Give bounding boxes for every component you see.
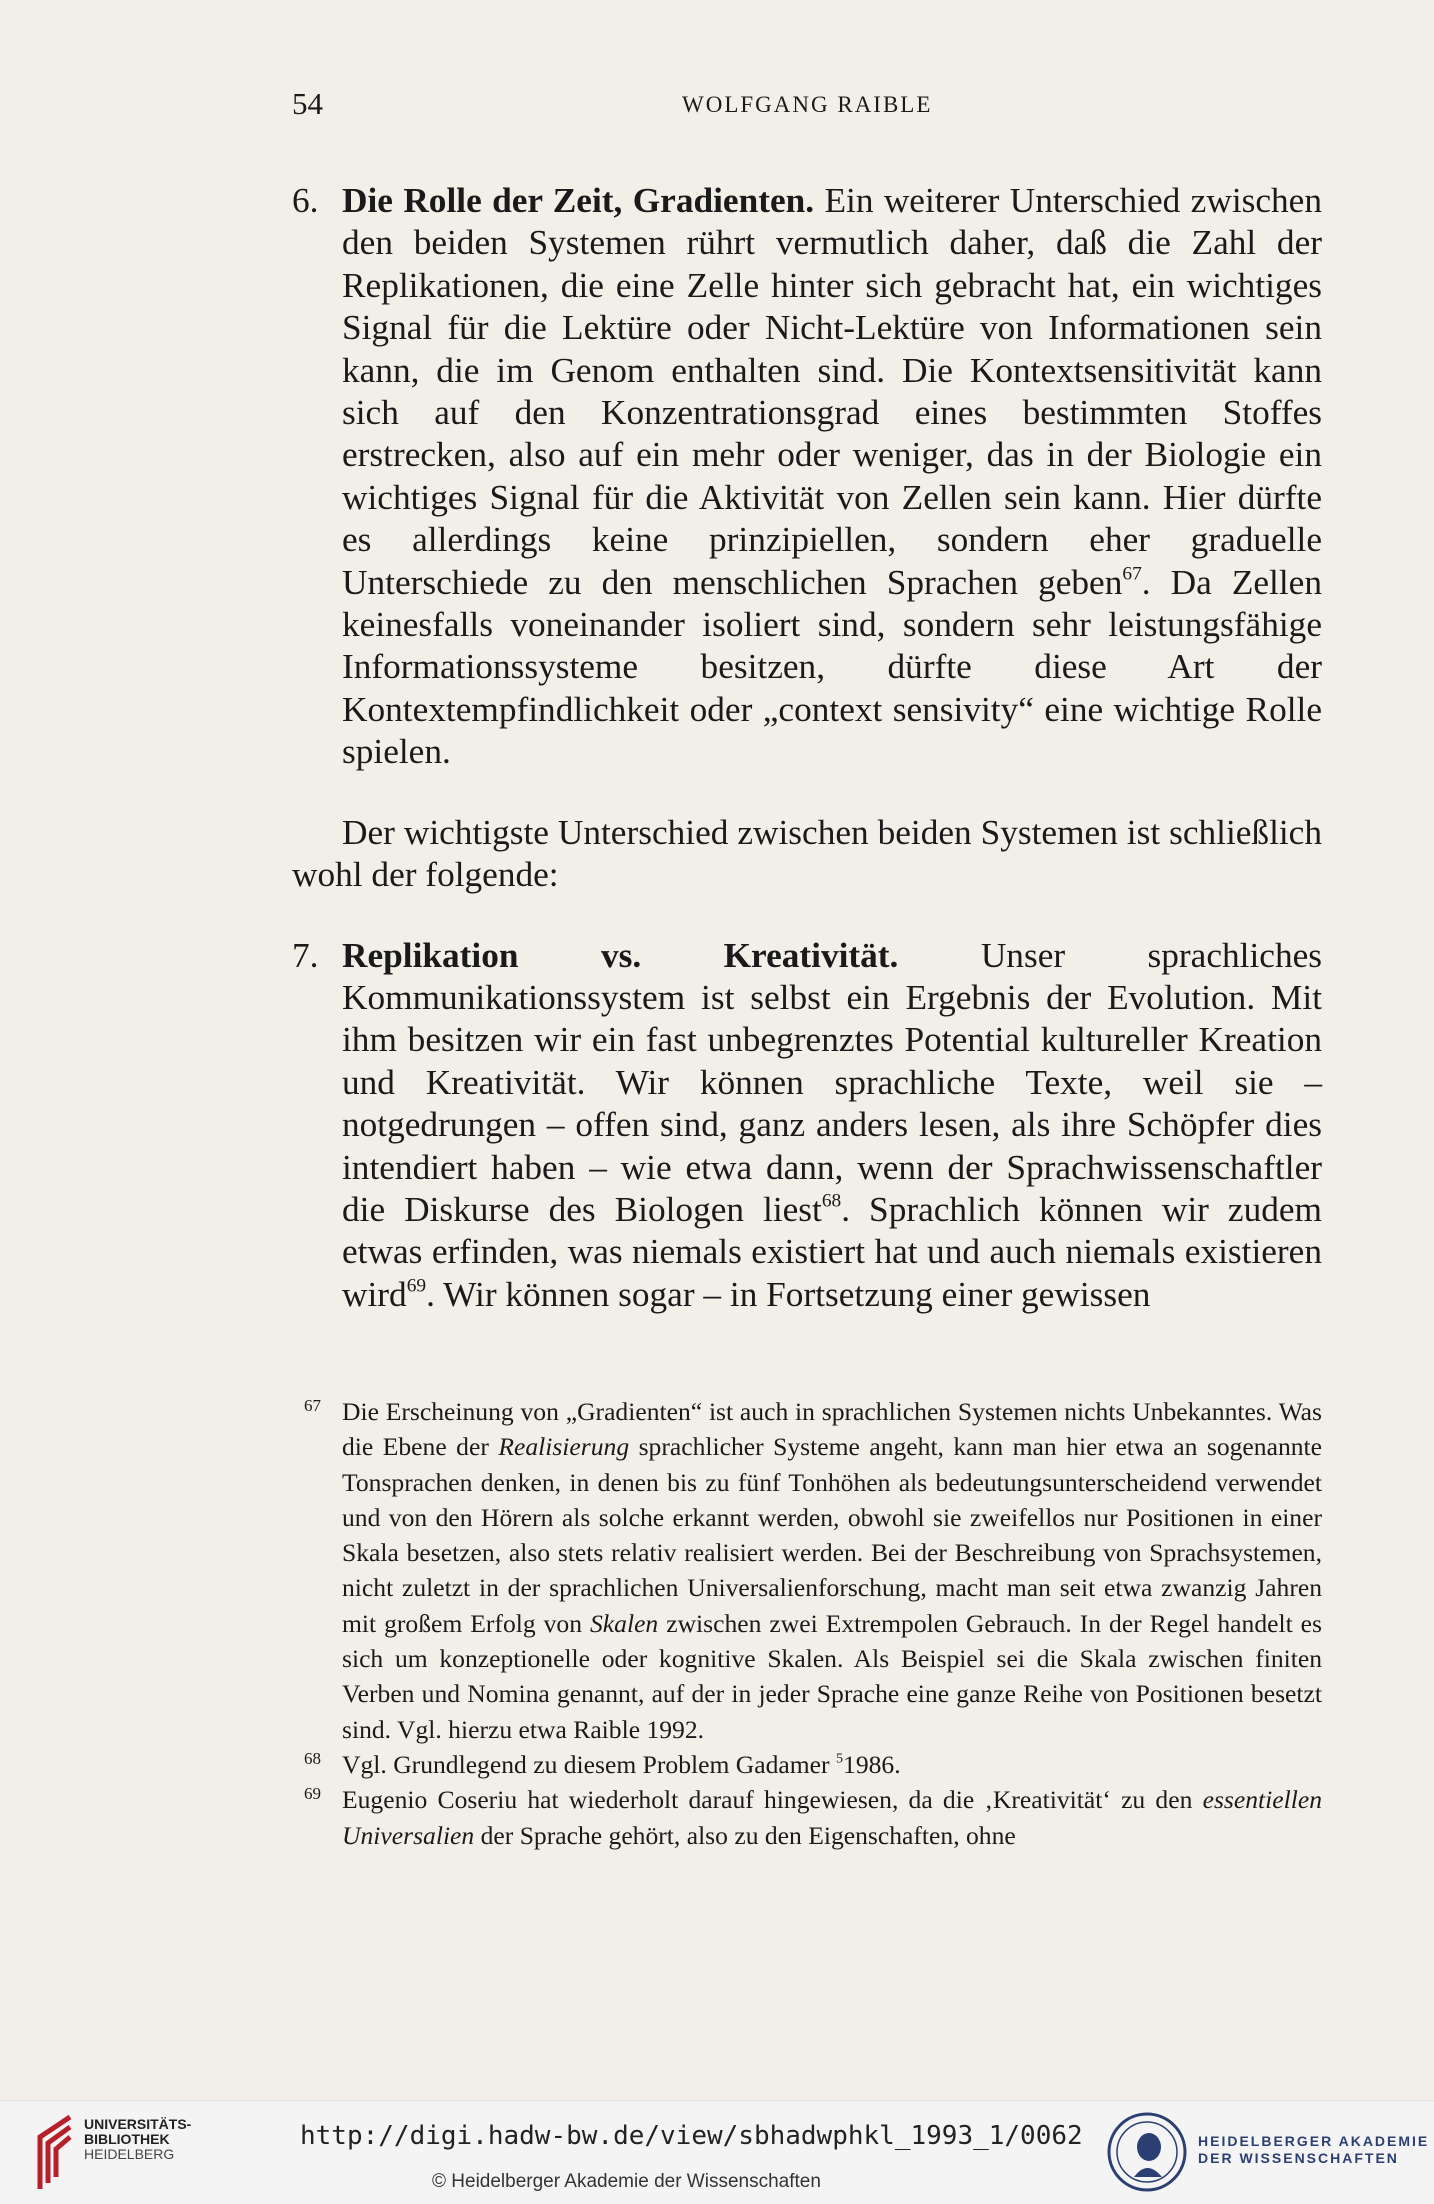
page-header — [292, 86, 1322, 126]
paragraph-text: Der wichtigste Unterschied zwischen beiden Systemen ist schließlich wohl der folgende: — [292, 812, 1322, 895]
footnote-67 — [292, 1394, 1322, 1747]
footnote-68 — [292, 1747, 1322, 1782]
page-number: 54 — [292, 86, 323, 121]
section-item-6 — [292, 180, 1322, 774]
item-text: . Da Zellen keinesfalls voneinander isoliert sind, sondern sehr leistungsfähige Informationssysteme besitzen, dürfte diese Art der Kontextempfindlichkeit oder „context sensivity“ eine wichtige Rolle spielen. — [342, 562, 1322, 772]
footnote-number: 68 — [304, 1748, 321, 1768]
footnotes — [292, 1394, 1322, 1853]
university-library-logo-icon — [30, 2113, 80, 2193]
library-name-line: UNIVERSITÄTS- — [84, 2116, 192, 2132]
item-text: . Sprachlich können wir zudem etwas erfinden, was niemals existiert hat und auch niemals existieren wird — [342, 1189, 1322, 1314]
footnote-text: Vgl. Grundlegend zu diesem Problem Gadamer — [342, 1749, 836, 1779]
footnote-emphasis: essentiellen Universalien — [342, 1785, 1322, 1850]
transition-paragraph — [292, 812, 1322, 897]
bleed-through-text — [220, 140, 229, 182]
running-head: WOLFGANG RAIBLE — [682, 92, 933, 117]
footnote-text: sprachlicher Systeme angeht, kann man hier etwa an sogenannte Tonsprachen denken, in denen bis zu fünf Tonhöhen als bedeutungsunterscheidend verwendet und von den Hörern als solche erkannt werden, obwohl sie zweifellos nur Positionen in einer Skala besetzen, also stets relativ realisiert werden. Bei der Beschreibung von Sprachsystemen, nicht zuletzt in der sprachlichen Universalienforschung, macht man seit etwa zwanzig Jahren mit großem Erfolg von — [342, 1432, 1323, 1638]
viewer-footer — [0, 2100, 1434, 2204]
library-name — [84, 2117, 191, 2162]
item-text: . Wir können sogar – in Fortsetzung einer gewissen — [426, 1274, 1151, 1314]
academy-seal-icon — [1106, 2111, 1188, 2193]
item-heading: Replikation vs. Kreativität. — [342, 935, 899, 975]
footnote-ref-67[interactable]: 67 — [1122, 563, 1142, 585]
footnote-emphasis: Skalen — [590, 1608, 659, 1638]
item-number: 7. — [292, 935, 319, 975]
footnote-text: der Sprache gehört, also zu den Eigenschaften, ohne — [474, 1820, 1016, 1850]
permalink-url[interactable]: http://digi.hadw-bw.de/view/sbhadwphkl_1993_1/0062 — [300, 2121, 1083, 2151]
footnote-text: zwischen zwei Extrempolen Gebrauch. In der Regel handelt es sich um konzeptionelle oder kognitive Skalen. Als Beispiel sei die Skala zwischen finiten Verben und Nomina genannt, auf der in jeder Sprache eine ganze Reihe von Positionen besetzt sind. Vgl. hierzu etwa Raible 1992. — [342, 1608, 1322, 1744]
academy-name-line: DER WISSENSCHAFTEN — [1198, 2150, 1399, 2166]
main-text — [292, 180, 1322, 1316]
edition-superscript: 5 — [835, 1750, 844, 1767]
academy-name — [1198, 2133, 1429, 2167]
footnote-text: 1986. — [843, 1749, 901, 1779]
item-text: Ein weiterer Unterschied zwischen den beiden Systemen rührt vermutlich daher, daß die Zahl der Replikationen, die eine Zelle hinter sich gebracht hat, ein wichtiges Signal für die Lektüre oder Nicht-Lektüre von Informationen sein kann, die im Genom enthalten sind. Die Kontextsensitivität kann sich auf den Konzentrationsgrad eines bestimmten Stoffes erstrecken, also auf ein mehr oder weniger, das in der Biologie ein wichtiges Signal für die Aktivität von Zellen sein kann. Hier dürfte es allerdings keine prinzipiellen, sondern eher graduelle Unterschiede zu den menschlichen Sprachen geben — [342, 181, 1322, 602]
footnote-emphasis: Realisierung — [498, 1432, 630, 1462]
footnote-text: Die Erscheinung von „Gradienten“ ist auch in sprachlichen Systemen nichts Unbekanntes. Was die Ebene der — [342, 1397, 1322, 1462]
footnote-69 — [292, 1782, 1322, 1853]
footnote-ref-68[interactable]: 68 — [821, 1190, 842, 1212]
footnote-text: Eugenio Coseriu hat wiederholt darauf hingewiesen, da die ‚Kreativität‘ zu den — [342, 1785, 1203, 1815]
library-name-line: BIBLIOTHEK — [84, 2131, 170, 2147]
library-name-line: HEIDELBERG — [84, 2146, 175, 2162]
item-number: 6. — [292, 181, 319, 220]
section-item-7 — [292, 935, 1322, 1317]
footnote-number: 69 — [304, 1784, 321, 1804]
item-text: Unser sprachliches Kommunikationssystem ist selbst ein Ergebnis der Evolution. Mit ihm besitzen wir ein fast unbegrenztes Potential kultureller Kreation und Kreativität. Wir können sprachliche Texte, weil sie – notgedrungen – offen sind, ganz anders lesen, als ihre Schöpfer dies intendiert haben – wie etwa dann, wenn der Sprachwissenschaftler die Diskurse des Biologen liest — [342, 935, 1322, 1229]
academy-name-line: HEIDELBERGER AKADEMIE — [1198, 2133, 1430, 2149]
footnote-number: 67 — [304, 1396, 321, 1415]
copyright-notice: © Heidelberger Akademie der Wissenschaften — [432, 2171, 821, 2192]
item-heading: Die Rolle der Zeit, Gradienten. — [342, 181, 815, 220]
footnote-ref-69[interactable]: 69 — [406, 1275, 427, 1297]
